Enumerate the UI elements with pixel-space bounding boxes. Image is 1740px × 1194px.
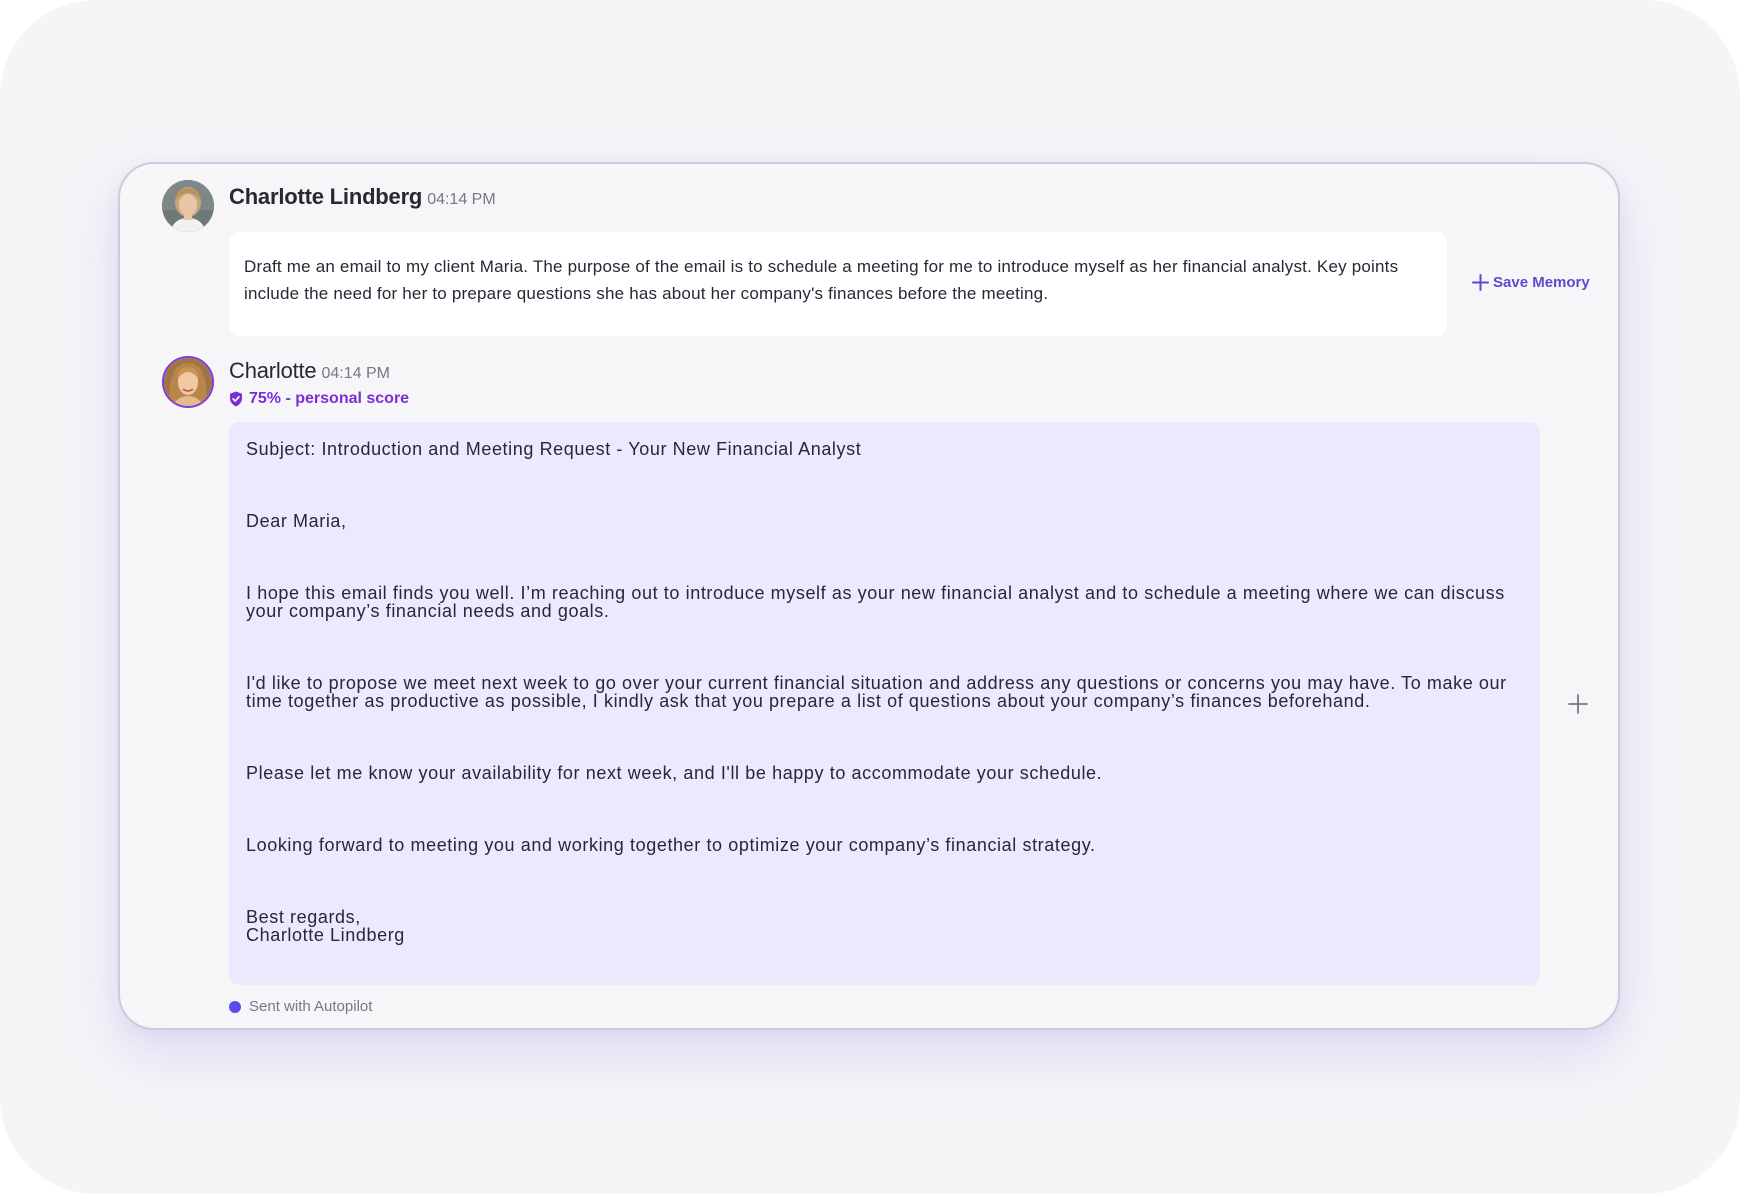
email-greeting: Dear Maria, <box>246 511 347 531</box>
email-signoff <box>246 908 1523 944</box>
email-paragraph-3: Please let me know your availability for next week, and I'll be happy to accommodate your schedule. <box>246 763 1103 783</box>
plus-icon <box>1472 274 1489 291</box>
add-button[interactable] <box>1566 692 1590 716</box>
user-avatar-photo <box>162 180 214 232</box>
email-signature: Charlotte Lindberg <box>246 925 405 945</box>
shield-check-icon <box>229 391 243 407</box>
save-memory-label: Save Memory <box>1493 274 1590 291</box>
user-message-header <box>229 184 496 210</box>
user-name: Charlotte Lindberg <box>229 184 423 209</box>
email-signoff-text: Best regards, <box>246 907 361 927</box>
email-paragraph-1: I hope this email finds you well. I’m reaching out to introduce myself as your new financial analyst and to schedule a meeting where we can discuss your company’s financial needs and goals. <box>246 583 1505 621</box>
personal-score-text: 75% - personal score <box>249 390 410 407</box>
email-subject: Subject: Introduction and Meeting Request - Your New Financial Analyst <box>246 439 862 459</box>
status-dot <box>229 1001 241 1013</box>
assistant-message-time: 04:14 PM <box>321 365 390 382</box>
assistant-avatar[interactable] <box>162 356 214 408</box>
assistant-name: Charlotte <box>229 358 317 383</box>
plus-icon <box>1566 692 1590 716</box>
email-paragraph-4: Looking forward to meeting you and working together to optimize your company’s financial strategy. <box>246 835 1096 855</box>
save-memory-button[interactable] <box>1472 274 1590 291</box>
user-message-time: 04:14 PM <box>427 191 496 208</box>
personal-score-badge <box>229 390 409 408</box>
autopilot-status <box>229 998 372 1015</box>
assistant-message-bubble <box>229 422 1540 985</box>
email-paragraph-2: I'd like to propose we meet next week to go over your current financial situation and address any questions or concerns you may have. To make our time together as productive as possible, I kindly ask that you prepare a list of questions about your company’s finances beforehand. <box>246 673 1507 711</box>
user-avatar[interactable] <box>162 180 214 232</box>
chat-card <box>118 162 1620 1030</box>
user-message-bubble: Draft me an email to my client Maria. The purpose of the email is to schedule a meeting for me to introduce myself as her financial analyst. Key points include the need for her to prepare questions she has about her company's finances before the meeting. <box>229 232 1447 336</box>
assistant-avatar-photo <box>164 358 212 406</box>
autopilot-status-text: Sent with Autopilot <box>249 998 373 1015</box>
assistant-message-header <box>229 358 390 384</box>
